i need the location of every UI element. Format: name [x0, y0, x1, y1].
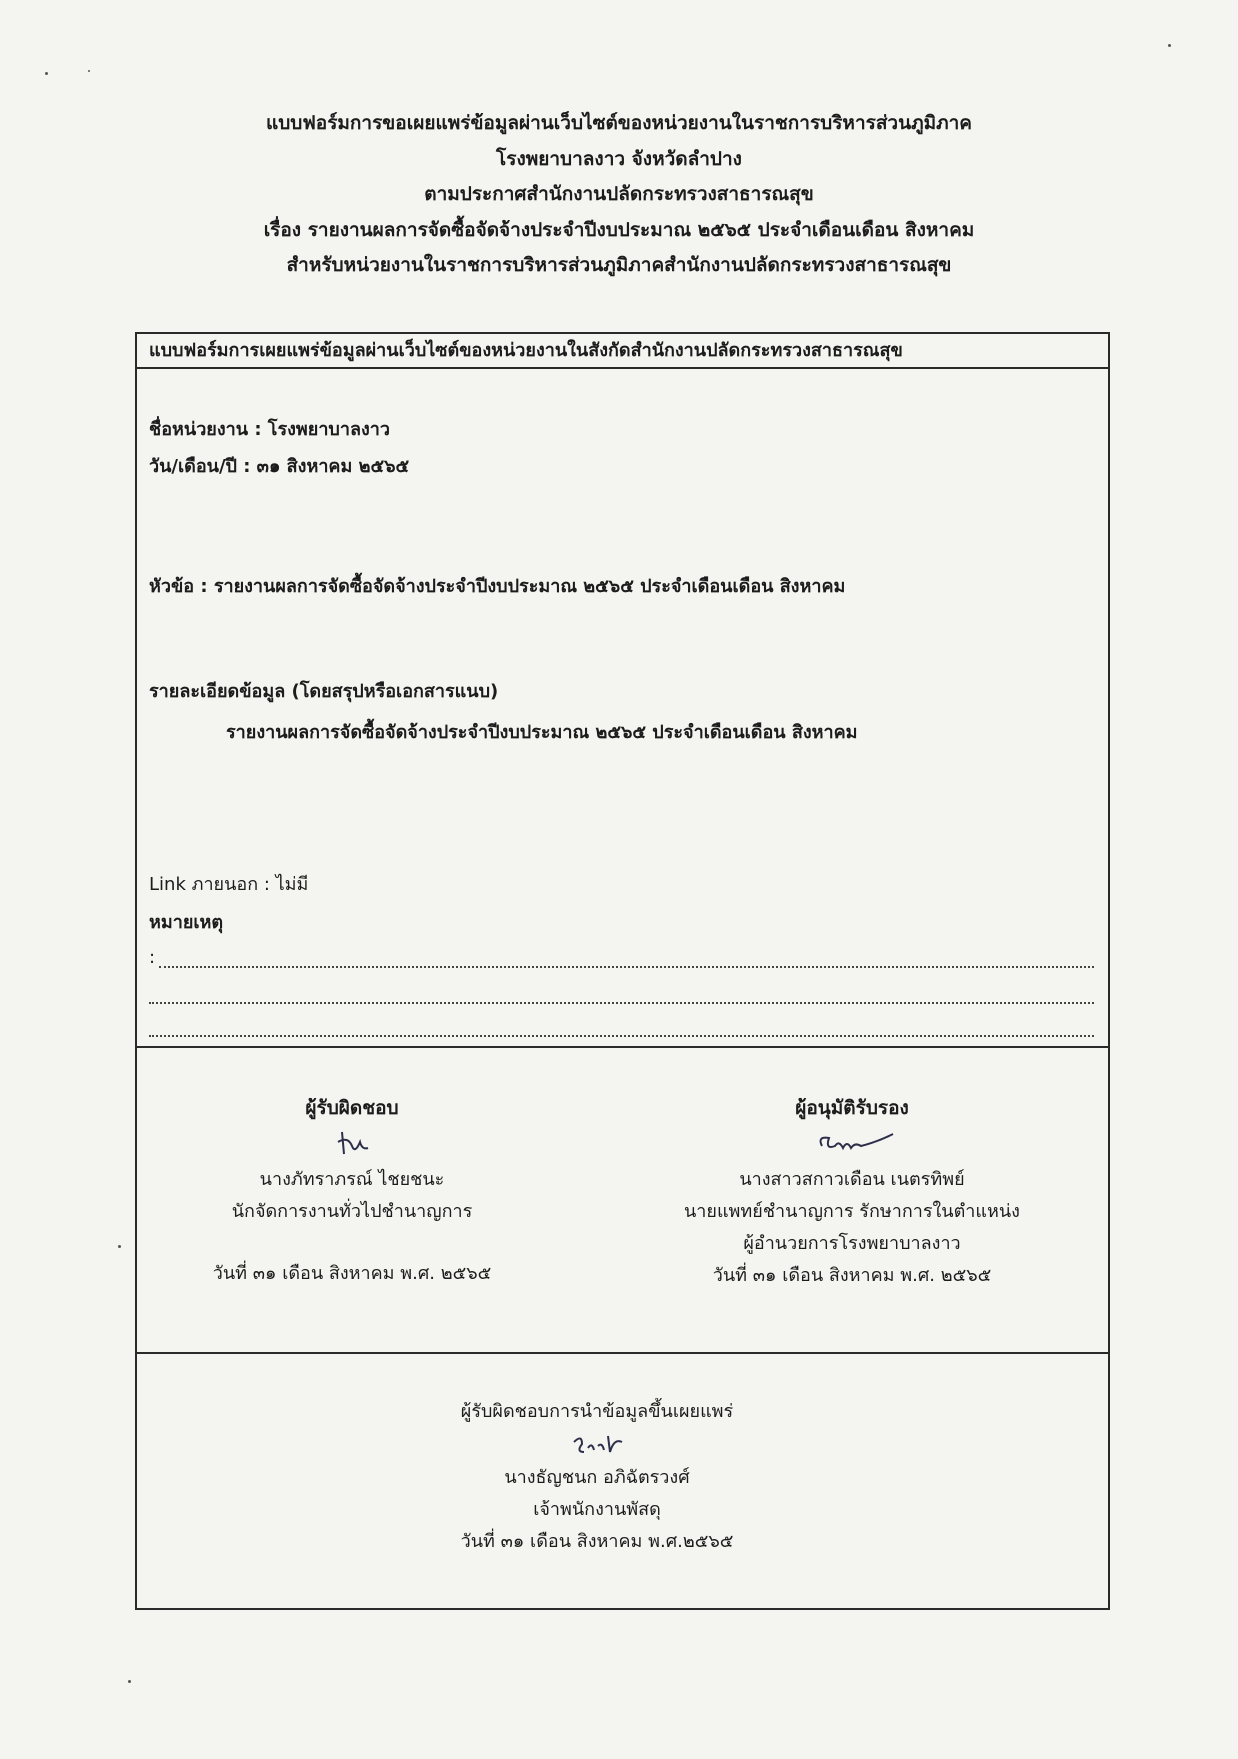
form-date: วัน/เดือน/ปี : ๓๑ สิงหาคม ๒๕๖๕: [149, 456, 410, 477]
scan-speck: [45, 72, 48, 75]
approver-position-2: ผู้อำนวยการโรงพยาบาลงาว: [743, 1233, 961, 1254]
signature-icon: [657, 1124, 1047, 1164]
document-header: [0, 106, 1238, 284]
approver-position-1: นายแพทย์ชำนาญการ รักษาการในตำแหน่ง: [684, 1201, 1020, 1222]
publisher-heading: ผู้รับผิดชอบการนำข้อมูลขึ้นเผยแพร่: [460, 1401, 734, 1422]
publisher-name: นางธัญชนก อภิฉัตรวงศ์: [504, 1467, 690, 1488]
publisher-date: วันที่ ๓๑ เดือน สิงหาคม พ.ศ.๒๕๖๕: [460, 1531, 734, 1552]
remark-line-3: [149, 1035, 1094, 1037]
header-line-3: ตามประกาศสำนักงานปลัดกระทรวงสาธารณสุข: [424, 183, 814, 205]
publisher-position: เจ้าพนักงานพัสดุ: [533, 1499, 661, 1520]
form-title: แบบฟอร์มการเผยแพร่ข้อมูลผ่านเว็บไซต์ของหน่วยงานในสังกัดสำนักงานปลัดกระทรวงสาธารณสุข: [137, 334, 1108, 369]
section-divider-2: [137, 1352, 1108, 1354]
approver-date: วันที่ ๓๑ เดือน สิงหาคม พ.ศ. ๒๕๖๕: [712, 1265, 992, 1286]
responsible-date: วันที่ ๓๑ เดือน สิงหาคม พ.ศ. ๒๕๖๕: [212, 1263, 492, 1284]
responsible-name: นางภัทราภรณ์ ไชยชนะ: [259, 1169, 445, 1190]
remark-colon: :: [149, 947, 156, 968]
remark-line-1: [159, 966, 1094, 968]
signature-icon: [377, 1428, 817, 1462]
external-link: Link ภายนอก : ไม่มี: [149, 874, 309, 895]
approver-name: นางสาวสกาวเดือน เนตรทิพย์: [739, 1169, 965, 1190]
header-line-2: โรงพยาบาลงาว จังหวัดลำปาง: [496, 147, 742, 170]
approver-block: [657, 1092, 1047, 1292]
signature-icon: [167, 1124, 537, 1164]
header-line-1: แบบฟอร์มการขอเผยแพร่ข้อมูลผ่านเว็บไซต์ของหน่วยงานในราชการบริหารส่วนภูมิภาค: [265, 112, 973, 134]
detail-label: รายละเอียดข้อมูล (โดยสรุปหรือเอกสารแนบ): [149, 681, 499, 702]
form-topic: หัวข้อ : รายงานผลการจัดซื้อจัดจ้างประจำปีงบประมาณ ๒๕๖๕ ประจำเดือนเดือน สิงหาคม: [149, 576, 846, 597]
header-line-4: เรื่อง รายงานผลการจัดซื้อจัดจ้างประจำปีงบประมาณ ๒๕๖๕ ประจำเดือนเดือน สิงหาคม: [263, 218, 975, 241]
remark-label: หมายเหตุ: [149, 912, 224, 933]
remark-line-2: [149, 1002, 1094, 1004]
approver-heading: ผู้อนุมัติรับรอง: [795, 1097, 909, 1119]
scan-speck: [118, 1245, 121, 1248]
detail-text: รายงานผลการจัดซื้อจัดจ้างประจำปีงบประมาณ ๒๕๖๕ ประจำเดือนเดือน สิงหาคม: [226, 722, 858, 743]
header-line-5: สำหรับหน่วยงานในราชการบริหารส่วนภูมิภาคสำนักงานปลัดกระทรวงสาธารณสุข: [286, 254, 952, 276]
publisher-block: [377, 1396, 817, 1558]
form-frame: [135, 332, 1110, 1610]
scan-speck: [128, 1680, 131, 1683]
scan-speck: [88, 70, 90, 72]
responsible-heading: ผู้รับผิดชอบ: [305, 1097, 399, 1119]
responsible-position: นักจัดการงานทั่วไปชำนาญการ: [231, 1201, 473, 1222]
section-divider-1: [137, 1046, 1108, 1048]
responsible-block: [167, 1092, 537, 1290]
agency-name: ชื่อหน่วยงาน : โรงพยาบาลงาว: [149, 419, 390, 440]
scan-speck: [1168, 44, 1171, 47]
